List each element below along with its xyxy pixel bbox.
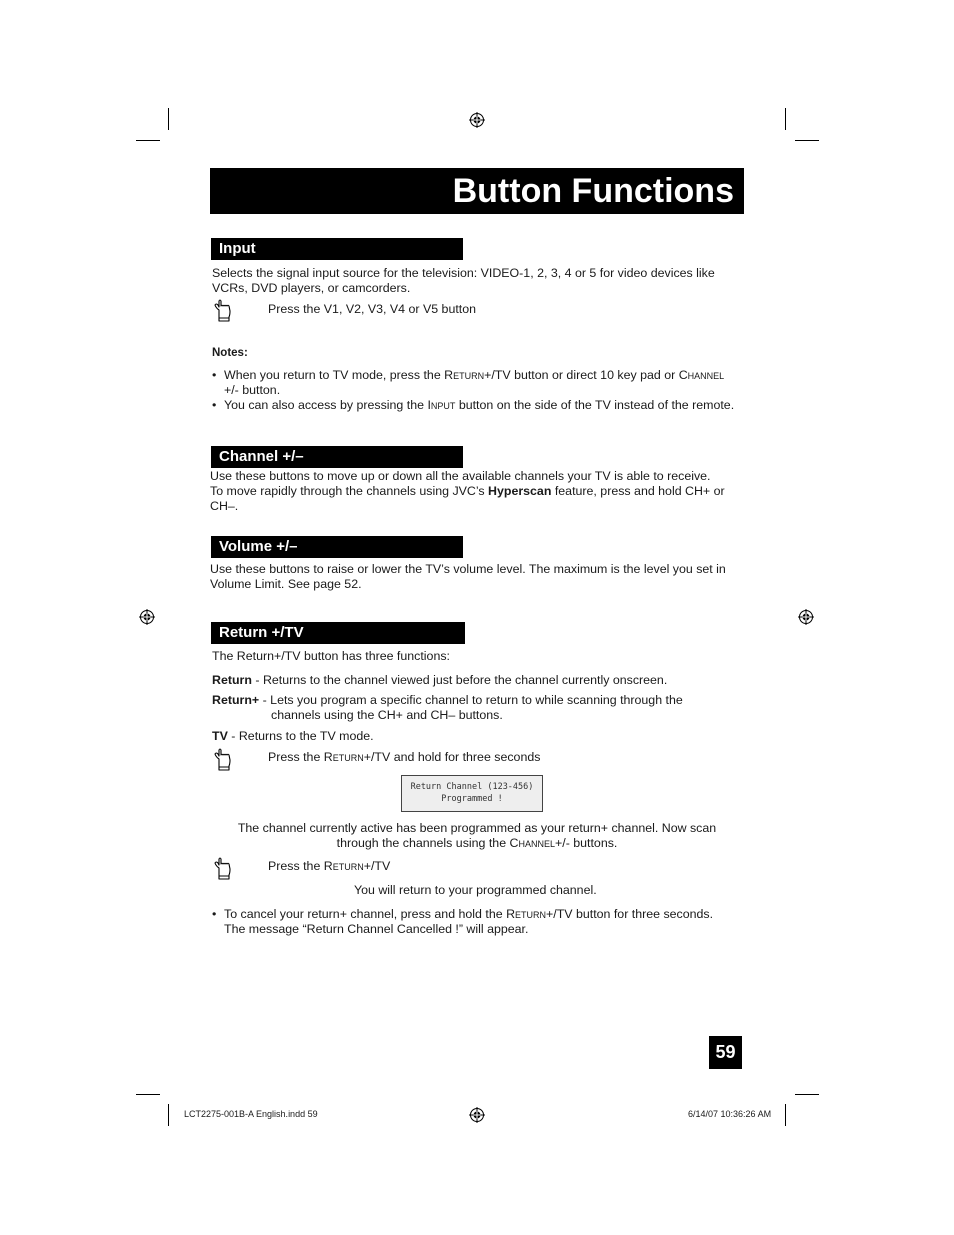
crop-mark (136, 140, 160, 141)
onscreen-message-box (401, 775, 543, 812)
channel-description-1: Use these buttons to move up or down all the available channels your TV is able to receive. (210, 469, 711, 483)
crop-mark (168, 1104, 169, 1126)
page-title-bar (210, 168, 744, 214)
notes-heading: Notes: (212, 347, 248, 359)
cancel-note: To cancel your return+ channel, press and hold the Return+/TV button for three seconds. The message “Return Channel Cancelled !” will appear. (224, 907, 714, 936)
return-step-2: Press the Return+/TV (268, 859, 391, 873)
pointing-hand-icon (213, 747, 237, 771)
footer-file-name: LCT2275-001B-A English.indd 59 (184, 1109, 318, 1119)
returnplus-function: Return+ - Lets you program a specific channel to return to while scanning through the (212, 693, 683, 707)
note-2: You can also access by pressing the Input button on the side of the TV instead of the remote. (224, 398, 735, 412)
osd-line-2: Programmed ! (441, 794, 503, 804)
page-number: 59 (709, 1036, 742, 1069)
crop-mark (785, 1104, 786, 1126)
footer-timestamp: 6/14/07 10:36:26 AM (688, 1109, 772, 1119)
channel-description-2: To move rapidly through the channels using JVC’s Hyperscan feature, press and hold CH+ or CH–. (210, 484, 725, 513)
crop-mark (168, 108, 169, 130)
input-description: Selects the signal input source for the television: VIDEO-1, 2, 3, 4 or 5 for video devices like VCRs, DVD players, or camcorders. (212, 266, 715, 295)
crop-mark (785, 108, 786, 130)
input-instruction: Press the V1, V2, V3, V4 or V5 button (268, 302, 477, 316)
programmed-text: The channel currently active has been programmed as your return+ channel. Now scan through the channels using the Channel+/- buttons. (237, 821, 717, 850)
crop-mark (136, 1094, 160, 1095)
bullet-marker: • (212, 368, 217, 382)
crop-mark (795, 1094, 819, 1095)
return-step-1: Press the Return+/TV and hold for three seconds (268, 750, 541, 764)
section-heading-channel: Channel +/– (211, 446, 463, 468)
volume-description: Use these buttons to raise or lower the TV’s volume level. The maximum is the level you set in Volume Limit. See page 52. (210, 562, 726, 591)
pointing-hand-icon (213, 856, 237, 880)
registration-mark-icon (139, 609, 155, 625)
returnplus-function-cont: channels using the CH+ and CH– buttons. (271, 708, 503, 722)
return-function: Return - Returns to the channel viewed just before the channel currently onscreen. (212, 673, 668, 687)
tv-function: TV - Returns to the TV mode. (212, 729, 374, 743)
page-title: Button Functions (452, 172, 734, 210)
crop-mark (795, 140, 819, 141)
osd-line-1: Return Channel (123-456) (410, 782, 534, 792)
return-intro: The Return+/TV button has three functions: (212, 649, 450, 663)
registration-mark-icon (469, 112, 485, 128)
bullet-marker: • (212, 907, 217, 921)
section-heading-input: Input (211, 238, 463, 260)
registration-mark-icon (469, 1107, 485, 1123)
note-1: When you return to TV mode, press the Return+/TV button or direct 10 key pad or Channel +/- button. (224, 368, 725, 397)
registration-mark-icon (798, 609, 814, 625)
section-heading-volume: Volume +/– (211, 536, 463, 558)
return-result: You will return to your programmed channel. (354, 883, 597, 897)
section-heading-return-tv: Return +/TV (211, 622, 465, 644)
bullet-marker: • (212, 398, 217, 412)
pointing-hand-icon (213, 298, 237, 322)
